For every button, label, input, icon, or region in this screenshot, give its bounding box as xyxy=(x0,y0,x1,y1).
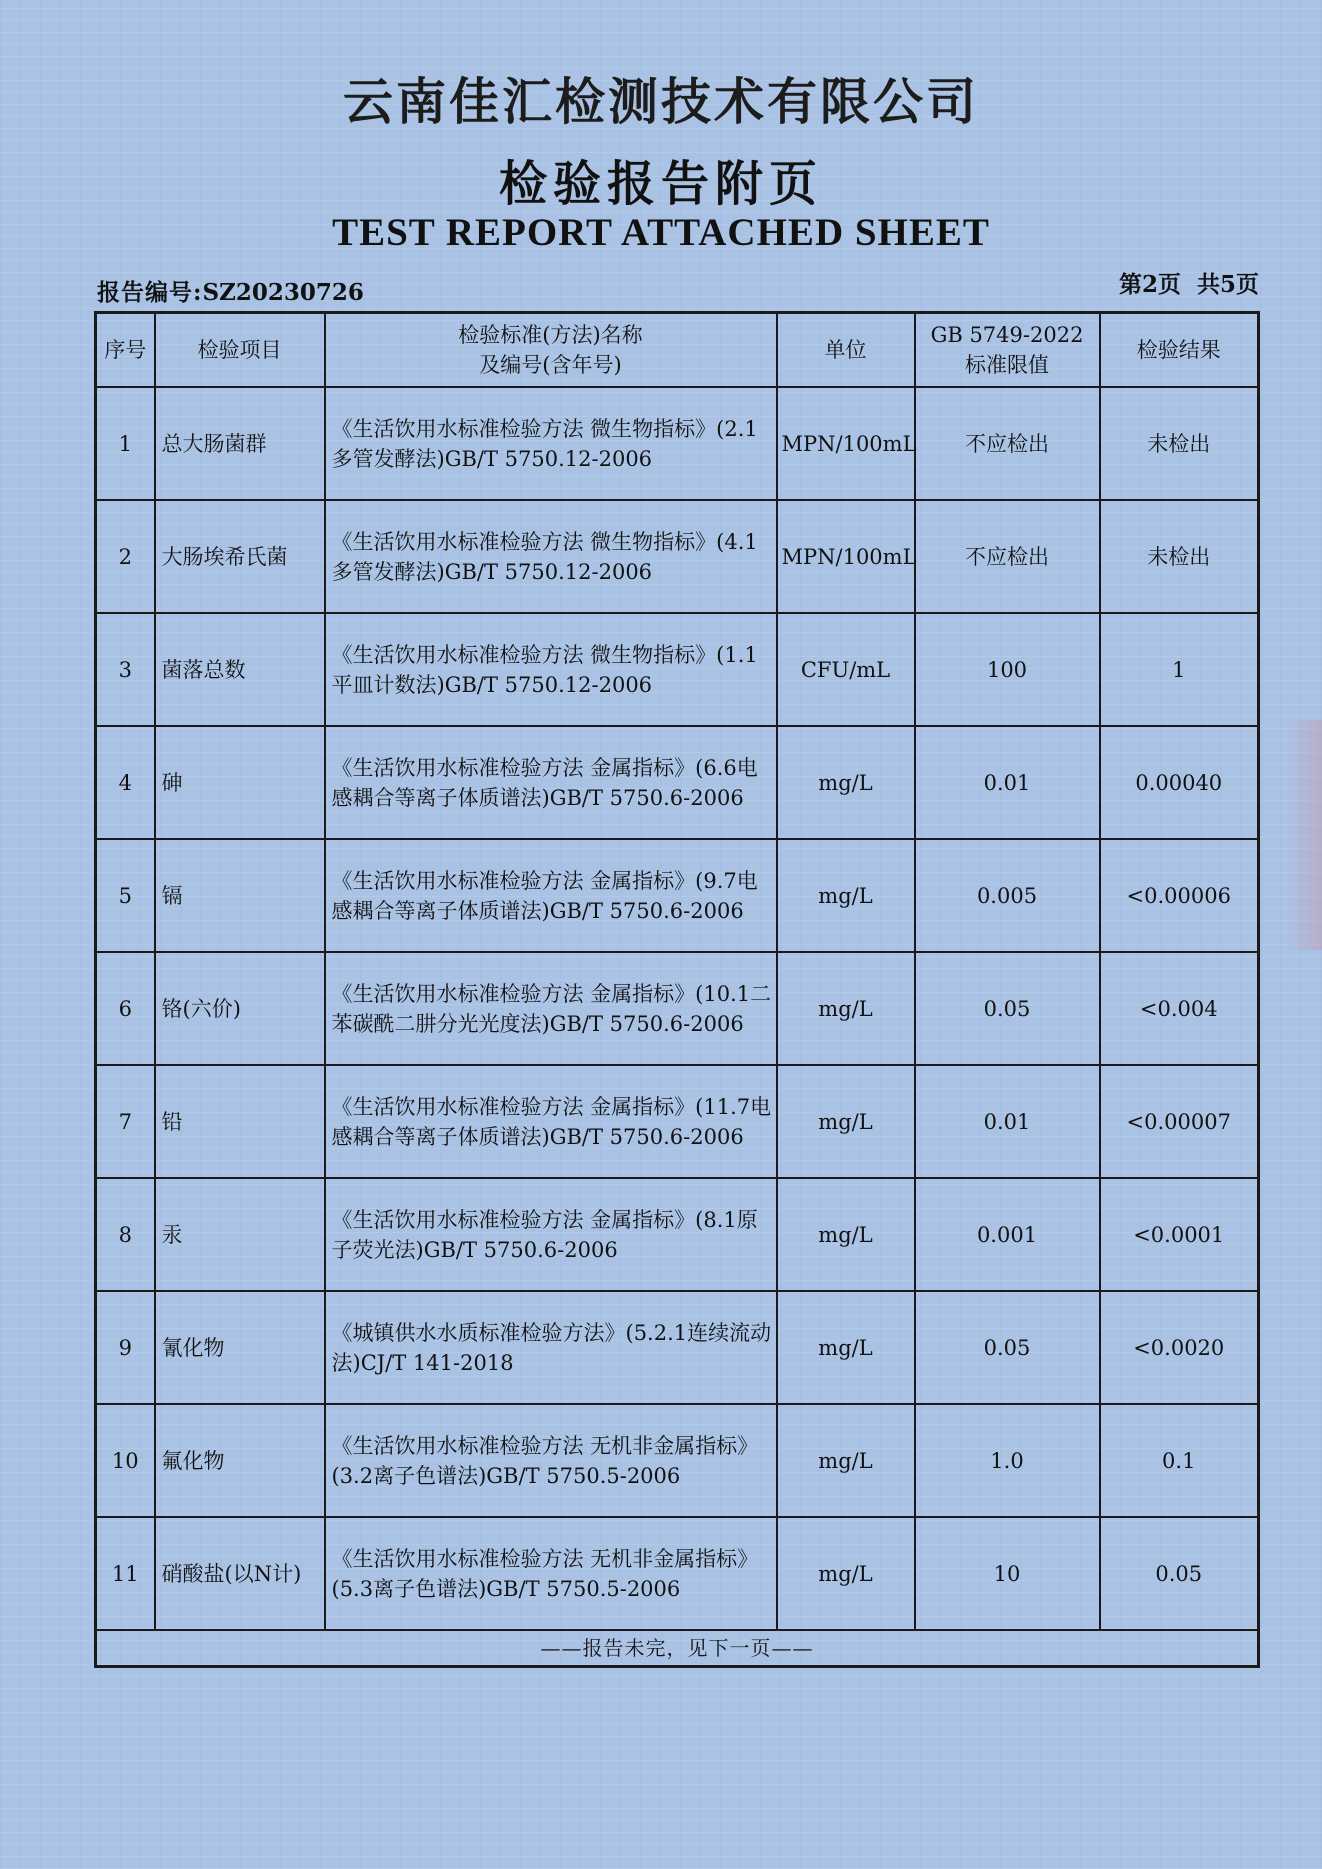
row-unit: mg/L xyxy=(777,1065,915,1178)
row-result: <0.00007 xyxy=(1100,1065,1259,1178)
row-method: 《生活饮用水标准检验方法 金属指标》(9.7电感耦合等离子体质谱法)GB/T 5750.6-2006 xyxy=(325,839,777,952)
row-result: 未检出 xyxy=(1100,500,1259,613)
row-limit: 不应检出 xyxy=(915,500,1100,613)
row-seq: 5 xyxy=(96,839,155,952)
row-result: 1 xyxy=(1100,613,1259,726)
page-current: 第2页 xyxy=(1118,271,1181,298)
row-seq: 9 xyxy=(96,1291,155,1404)
row-method: 《生活饮用水标准检验方法 无机非金属指标》(3.2离子色谱法)GB/T 5750.5-2006 xyxy=(325,1404,777,1517)
row-result: <0.00006 xyxy=(1100,839,1259,952)
row-method: 《生活饮用水标准检验方法 微生物指标》(4.1多管发酵法)GB/T 5750.12-2006 xyxy=(325,500,777,613)
results-table xyxy=(94,311,1260,1668)
row-method: 《生活饮用水标准检验方法 微生物指标》(2.1多管发酵法)GB/T 5750.12-2006 xyxy=(325,387,777,500)
row-unit: CFU/mL xyxy=(777,613,915,726)
report-number xyxy=(97,274,364,307)
row-result: 0.00040 xyxy=(1100,726,1259,839)
row-result: <0.004 xyxy=(1100,952,1259,1065)
report-number-value: SZ20230726 xyxy=(202,279,364,306)
col-item: 检验项目 xyxy=(155,313,325,388)
row-unit: mg/L xyxy=(777,1178,915,1291)
row-limit: 0.05 xyxy=(915,952,1100,1065)
row-seq: 2 xyxy=(96,500,155,613)
row-method: 《生活饮用水标准检验方法 金属指标》(8.1原子荧光法)GB/T 5750.6-2006 xyxy=(325,1178,777,1291)
row-unit: MPN/100mL xyxy=(777,387,915,500)
row-item: 氟化物 xyxy=(155,1404,325,1517)
row-unit: mg/L xyxy=(777,726,915,839)
table-row xyxy=(96,952,1259,1065)
row-seq: 8 xyxy=(96,1178,155,1291)
company-name: 云南佳汇检测技术有限公司 xyxy=(343,72,979,131)
col-limit-line1: GB 5749-2022 xyxy=(930,323,1084,347)
col-method xyxy=(325,313,777,388)
table-footer-row xyxy=(96,1630,1259,1667)
table-row xyxy=(96,613,1259,726)
row-limit: 0.01 xyxy=(915,1065,1100,1178)
table-row xyxy=(96,387,1259,500)
table-row xyxy=(96,726,1259,839)
row-seq: 1 xyxy=(96,387,155,500)
row-method: 《生活饮用水标准检验方法 无机非金属指标》(5.3离子色谱法)GB/T 5750.5-2006 xyxy=(325,1517,777,1630)
seal-stamp-edge xyxy=(1286,720,1322,950)
sheet-title-cn: 检验报告附页 xyxy=(498,156,823,212)
row-unit: mg/L xyxy=(777,952,915,1065)
row-unit: mg/L xyxy=(777,839,915,952)
row-seq: 4 xyxy=(96,726,155,839)
table-row xyxy=(96,1404,1259,1517)
row-result: <0.0001 xyxy=(1100,1178,1259,1291)
page-total: 共5页 xyxy=(1196,271,1259,298)
row-seq: 6 xyxy=(96,952,155,1065)
row-limit: 1.0 xyxy=(915,1404,1100,1517)
row-result: 0.1 xyxy=(1100,1404,1259,1517)
row-limit: 10 xyxy=(915,1517,1100,1630)
col-unit: 单位 xyxy=(777,313,915,388)
table-row xyxy=(96,1291,1259,1404)
row-limit: 0.005 xyxy=(915,839,1100,952)
row-item: 硝酸盐(以N计) xyxy=(155,1517,325,1630)
row-limit: 0.05 xyxy=(915,1291,1100,1404)
row-item: 铬(六价) xyxy=(155,952,325,1065)
continuation-note: ——报告未完，见下一页—— xyxy=(96,1630,1259,1667)
col-seq: 序号 xyxy=(96,313,155,388)
row-method: 《生活饮用水标准检验方法 微生物指标》(1.1平皿计数法)GB/T 5750.12-2006 xyxy=(325,613,777,726)
row-method: 《生活饮用水标准检验方法 金属指标》(10.1二苯碳酰二肼分光光度法)GB/T 5750.6-2006 xyxy=(325,952,777,1065)
row-seq: 10 xyxy=(96,1404,155,1517)
sheet-title-en: TEST REPORT ATTACHED SHEET xyxy=(332,211,990,254)
table-row xyxy=(96,1178,1259,1291)
row-seq: 3 xyxy=(96,613,155,726)
row-item: 汞 xyxy=(155,1178,325,1291)
row-result: <0.0020 xyxy=(1100,1291,1259,1404)
row-method: 《城镇供水水质标准检验方法》(5.2.1连续流动法)CJ/T 141-2018 xyxy=(325,1291,777,1404)
row-unit: mg/L xyxy=(777,1291,915,1404)
row-limit: 不应检出 xyxy=(915,387,1100,500)
row-unit: mg/L xyxy=(777,1517,915,1630)
table-row xyxy=(96,1065,1259,1178)
col-result: 检验结果 xyxy=(1100,313,1259,388)
table-row xyxy=(96,500,1259,613)
table-row xyxy=(96,1517,1259,1630)
row-limit: 0.001 xyxy=(915,1178,1100,1291)
col-limit xyxy=(915,313,1100,388)
row-item: 镉 xyxy=(155,839,325,952)
report-number-label: 报告编号: xyxy=(97,279,203,306)
table-header-row xyxy=(96,313,1259,388)
row-item: 砷 xyxy=(155,726,325,839)
row-seq: 11 xyxy=(96,1517,155,1630)
row-unit: mg/L xyxy=(777,1404,915,1517)
col-limit-line2: 标准限值 xyxy=(965,353,1049,377)
row-result: 未检出 xyxy=(1100,387,1259,500)
col-method-line1: 检验标准(方法)名称 xyxy=(458,323,643,347)
row-method: 《生活饮用水标准检验方法 金属指标》(11.7电感耦合等离子体质谱法)GB/T 5750.6-2006 xyxy=(325,1065,777,1178)
row-seq: 7 xyxy=(96,1065,155,1178)
page-indicator xyxy=(1119,266,1259,299)
row-result: 0.05 xyxy=(1100,1517,1259,1630)
row-item: 菌落总数 xyxy=(155,613,325,726)
row-limit: 100 xyxy=(915,613,1100,726)
row-item: 总大肠菌群 xyxy=(155,387,325,500)
table-row xyxy=(96,839,1259,952)
col-method-line2: 及编号(含年号) xyxy=(479,353,622,377)
row-item: 氰化物 xyxy=(155,1291,325,1404)
row-item: 大肠埃希氏菌 xyxy=(155,500,325,613)
row-unit: MPN/100mL xyxy=(777,500,915,613)
row-method: 《生活饮用水标准检验方法 金属指标》(6.6电感耦合等离子体质谱法)GB/T 5750.6-2006 xyxy=(325,726,777,839)
row-item: 铅 xyxy=(155,1065,325,1178)
row-limit: 0.01 xyxy=(915,726,1100,839)
